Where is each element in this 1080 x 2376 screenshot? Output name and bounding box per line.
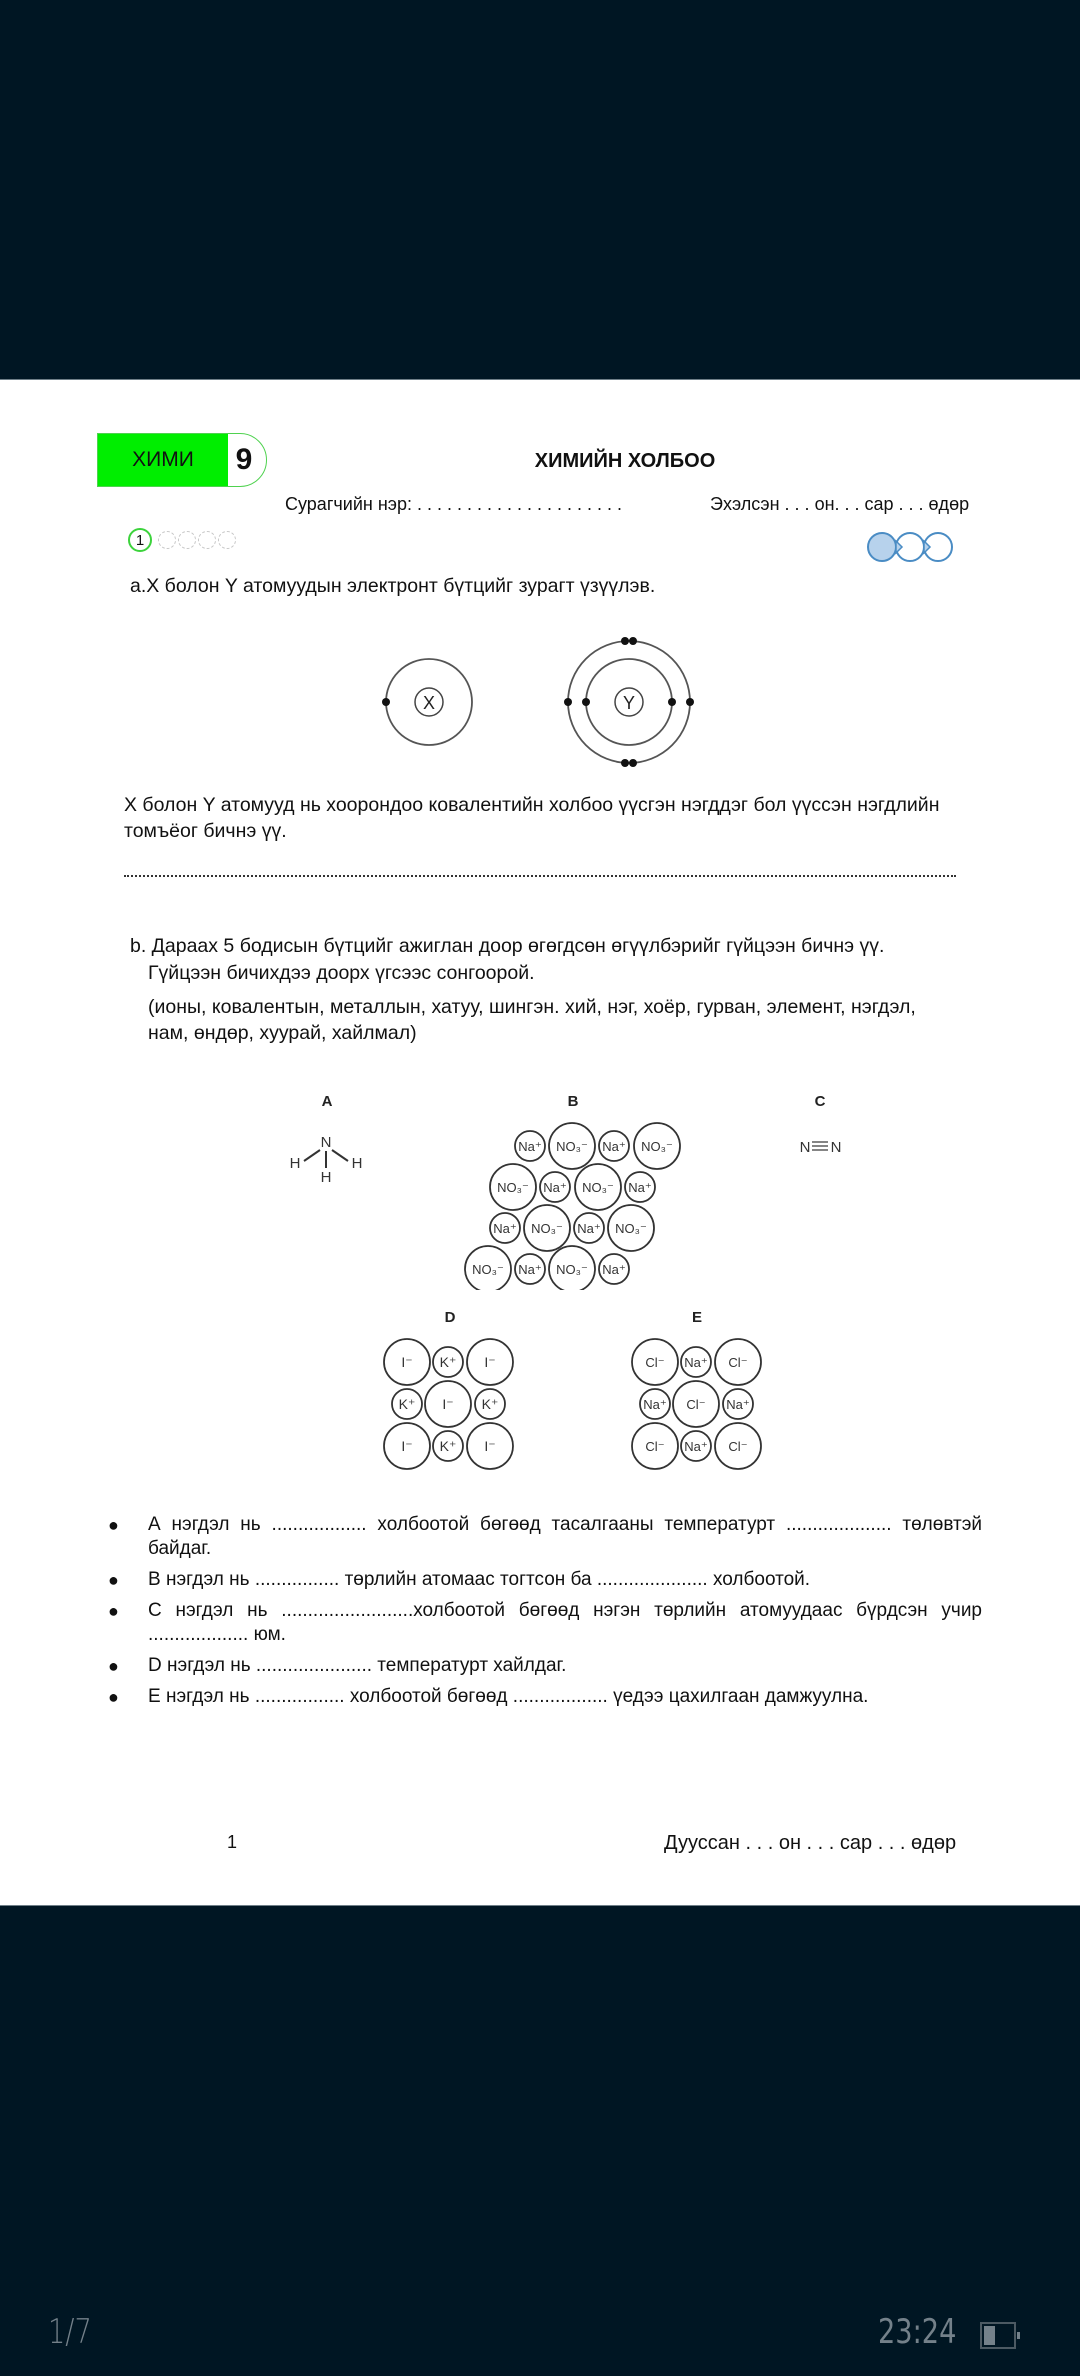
svg-text:NO₃⁻: NO₃⁻ — [556, 1262, 588, 1277]
svg-text:K⁺: K⁺ — [439, 1354, 457, 1370]
subject-name: ХИМИ — [98, 434, 228, 486]
structure-a-ammonia — [290, 1134, 363, 1186]
sentence-d: ● D нэгдэл нь ...................... температурт хайлдаг. — [108, 1655, 567, 1676]
bullet-icon: ● — [108, 1515, 119, 1535]
atom-diagrams — [370, 630, 710, 780]
label-d: D — [444, 1309, 456, 1326]
svg-text:Na⁺: Na⁺ — [518, 1139, 542, 1154]
page-title: ХИМИЙН ХОЛБОО — [534, 450, 716, 472]
question-b-line2: Гүйцээн бичихдээ доорх үгсээс сонгоорой. — [148, 962, 535, 984]
label-a: A — [321, 1093, 333, 1110]
svg-text:NO₃⁻: NO₃⁻ — [582, 1180, 614, 1195]
progress-step — [198, 531, 216, 549]
question-a-prompt: X болон Y атомууд нь хоорондоо ковалентийн холбоо үүсгэн нэгддэг бол үүссэн нэгдлийн томъёог бичнэ үү. — [124, 794, 940, 842]
atom-y-diagram — [564, 637, 694, 767]
bullet-icon: ● — [108, 1570, 119, 1590]
question-b-line1: b. Дараах 5 бодисын бүтцийг ажиглан доор өгөгдсөн өгүүлбэрийг гүйцээн бичнэ үү. — [130, 935, 885, 957]
document-page — [0, 379, 1080, 1906]
svg-text:H: H — [320, 1169, 332, 1186]
svg-text:Na⁺: Na⁺ — [684, 1355, 708, 1370]
svg-text:N: N — [830, 1139, 842, 1156]
svg-text:Y: Y — [622, 693, 636, 713]
svg-text:Na⁺: Na⁺ — [602, 1139, 626, 1154]
question-a: a.X болон Y атомуудын электронт бүтцийг зурагт үзүүлэв. — [130, 575, 656, 597]
end-date-field: Дууссан . . . он . . . сар . . . өдөр — [664, 1832, 957, 1854]
svg-text:NO₃⁻: NO₃⁻ — [641, 1139, 673, 1154]
answer-line[interactable] — [124, 875, 956, 877]
clock: 23:24 — [878, 2312, 957, 2352]
svg-text:H: H — [351, 1155, 363, 1172]
svg-text:I⁻: I⁻ — [401, 1354, 413, 1370]
structures-abc — [270, 1080, 850, 1295]
label-b: B — [567, 1093, 579, 1110]
svg-text:Na⁺: Na⁺ — [577, 1221, 601, 1236]
svg-text:Na⁺: Na⁺ — [602, 1262, 626, 1277]
progress-step — [158, 531, 176, 549]
atom-x-diagram — [382, 659, 472, 745]
svg-text:Na⁺: Na⁺ — [726, 1397, 750, 1412]
word-bank: (ионы, ковалентын, металлын, хатуу, шингэн. хий, нэг, хоёр, гурван, элемент, нэгдэл, нам, өндөр, хуурай, хайлмал) — [148, 996, 916, 1044]
bullet-icon: ● — [108, 1601, 119, 1621]
svg-text:I⁻: I⁻ — [484, 1354, 496, 1370]
bullet-icon: ● — [108, 1687, 119, 1707]
svg-text:I⁻: I⁻ — [484, 1438, 496, 1454]
sentence-a: ● А нэгдэл нь .................. холбоотой бөгөөд тасалгааны температурт .................... төлөвтэй байдаг. — [108, 1514, 982, 1559]
svg-text:Na⁺: Na⁺ — [628, 1180, 652, 1195]
svg-text:K⁺: K⁺ — [439, 1438, 457, 1454]
student-name-field: Сурагчийн нэр: . . . . . . . . . . . . . . . . . . . . . — [285, 494, 622, 514]
progress-step — [178, 531, 196, 549]
svg-text:H: H — [289, 1155, 301, 1172]
svg-text:N: N — [799, 1139, 811, 1156]
svg-text:Na⁺: Na⁺ — [543, 1180, 567, 1195]
svg-text:X: X — [422, 693, 436, 713]
start-date-field: Эхэлсэн . . . он. . . сар . . . өдөр — [710, 494, 970, 514]
svg-text:Cl⁻: Cl⁻ — [686, 1397, 706, 1412]
progress-step — [218, 531, 236, 549]
svg-text:I⁻: I⁻ — [401, 1438, 413, 1454]
svg-text:NO₃⁻: NO₃⁻ — [497, 1180, 529, 1195]
svg-text:Na⁺: Na⁺ — [684, 1439, 708, 1454]
svg-text:NO₃⁻: NO₃⁻ — [472, 1262, 504, 1277]
page-number: 1 — [227, 1832, 238, 1852]
progress-indicator — [128, 528, 236, 552]
svg-text:Cl⁻: Cl⁻ — [645, 1355, 665, 1370]
svg-text:K⁺: K⁺ — [481, 1396, 499, 1412]
fill-in-sentences — [108, 1513, 982, 1716]
bullet-icon: ● — [108, 1656, 119, 1676]
label-e: E — [691, 1309, 703, 1326]
grade-number: 9 — [235, 443, 253, 476]
svg-text:NO₃⁻: NO₃⁻ — [615, 1221, 647, 1236]
sentence-b: ● В нэгдэл нь ................ төрлийн атомаас тогтсон ба ..................... холбоотой. — [108, 1569, 811, 1590]
sentence-c: ● С нэгдэл нь .........................холбоотой бөгөөд нэгэн төрлийн атомуудаас бүрдсэн учир ................... юм. — [108, 1600, 982, 1645]
label-c: C — [814, 1093, 826, 1110]
svg-text:Cl⁻: Cl⁻ — [645, 1439, 665, 1454]
svg-text:Cl⁻: Cl⁻ — [728, 1355, 748, 1370]
svg-text:Na⁺: Na⁺ — [493, 1221, 517, 1236]
progress-step-current: 1 — [128, 528, 152, 552]
svg-text:K⁺: K⁺ — [398, 1396, 416, 1412]
battery-icon — [980, 2322, 1016, 2349]
svg-text:Na⁺: Na⁺ — [518, 1262, 542, 1277]
difficulty-level-icon — [866, 530, 956, 569]
page-indicator: 1/7 — [48, 2312, 92, 2352]
sentence-e: ● Е нэгдэл нь ................. холбоотой бөгөөд .................. үедээ цахилгаан дамжуулна. — [108, 1686, 869, 1707]
svg-text:Na⁺: Na⁺ — [643, 1397, 667, 1412]
svg-text:I⁻: I⁻ — [442, 1396, 454, 1412]
svg-text:N: N — [320, 1134, 332, 1151]
structure-c-nitrogen — [800, 1139, 842, 1156]
svg-text:NO₃⁻: NO₃⁻ — [531, 1221, 563, 1236]
structures-de — [370, 1300, 770, 1485]
svg-text:NO₃⁻: NO₃⁻ — [556, 1139, 588, 1154]
svg-text:Cl⁻: Cl⁻ — [728, 1439, 748, 1454]
